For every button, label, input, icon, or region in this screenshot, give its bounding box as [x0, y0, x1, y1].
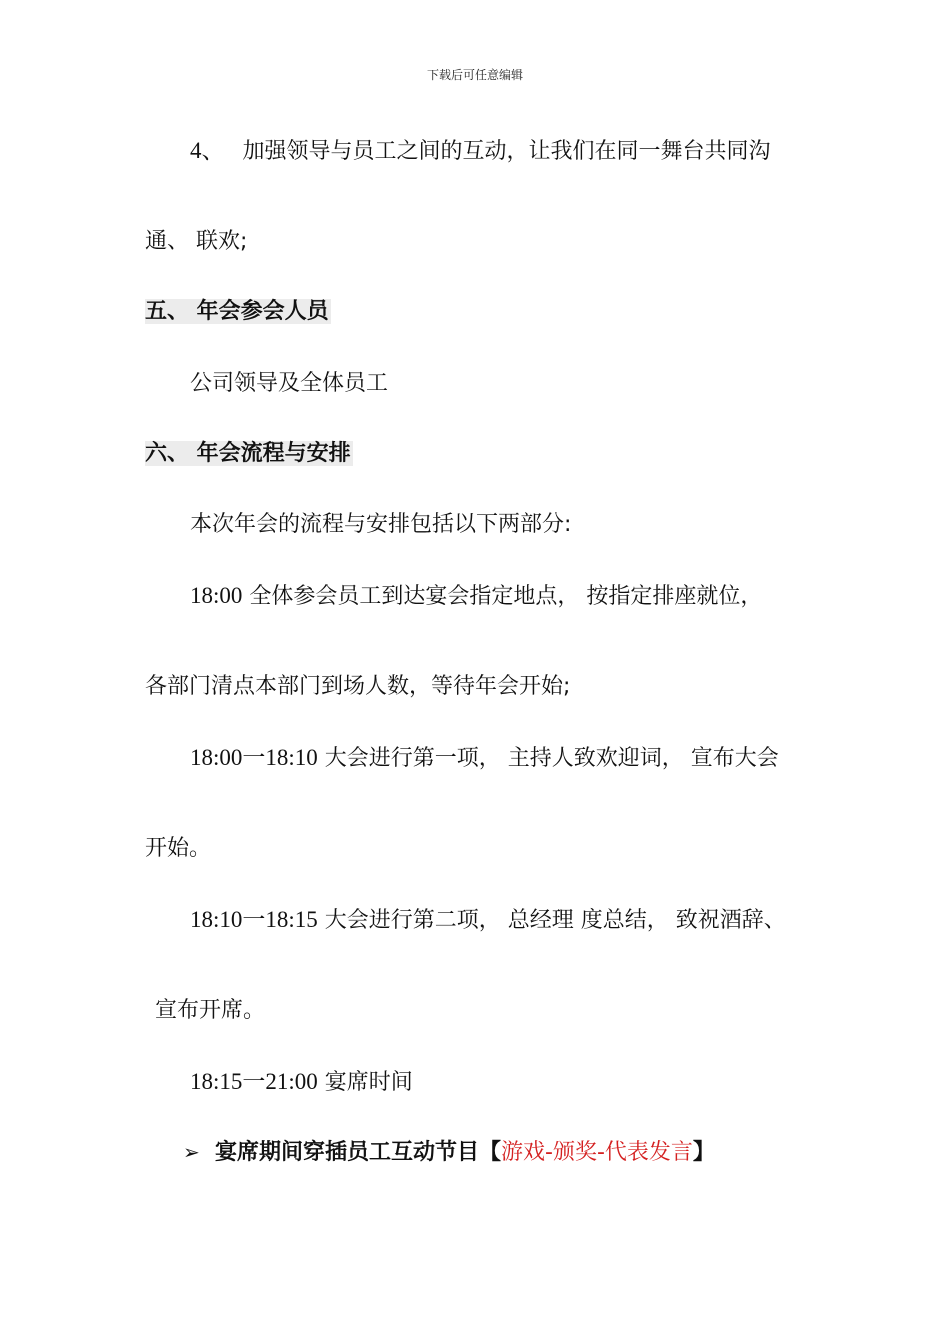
schedule-time: 18:15一21:00	[190, 1069, 318, 1094]
schedule-text: 大会进行第二项， 总经理 度总结， 致祝酒辞、	[324, 908, 786, 933]
paragraph-item-4	[190, 136, 771, 167]
heading-text: 六、 年会流程与安排	[145, 441, 351, 466]
item-number: 4、	[190, 138, 225, 163]
bullet-text: 宴席期间穿插员工互动节目	[215, 1140, 480, 1165]
arrow-bullet-icon: ➢	[183, 1140, 200, 1164]
bullet-item	[183, 1137, 715, 1168]
paragraph-attendees: 公司领导及全体员工	[190, 371, 389, 396]
schedule-time: 18:00一18:10	[190, 745, 318, 770]
bracket-close: 】	[692, 1140, 715, 1165]
item-text: 加强领导与员工之间的互动，让我们在同一舞台共同沟	[242, 139, 771, 164]
schedule-item-3-continued: 宣布开席。	[155, 998, 266, 1023]
schedule-item-2-continued: 开始。	[145, 836, 212, 861]
schedule-time: 18:00	[190, 583, 243, 608]
page-header: 下载后可任意编辑	[426, 68, 523, 82]
bracket-open: 【	[479, 1140, 502, 1165]
schedule-item-1	[190, 581, 762, 612]
schedule-text: 大会进行第一项， 主持人致欢迎词， 宣布大会	[324, 746, 779, 771]
schedule-time: 18:10一18:15	[190, 907, 318, 932]
schedule-item-2	[190, 743, 779, 774]
schedule-text: 全体参会员工到达宴会指定地点， 按指定排座就位，	[249, 584, 763, 609]
heading-text: 五、 年会参会人员	[145, 299, 329, 324]
paragraph-item-4-continued: 通、 联欢;	[145, 229, 248, 254]
schedule-text: 宴席时间	[324, 1070, 413, 1095]
paragraph-intro: 本次年会的流程与安排包括以下两部分:	[190, 512, 572, 537]
schedule-item-4	[190, 1067, 413, 1098]
schedule-item-3	[190, 905, 786, 936]
bullet-highlight: 游戏-颁奖-代表发言	[501, 1140, 693, 1165]
schedule-item-1-continued: 各部门清点本部门到场人数，等待年会开始;	[145, 674, 571, 699]
section-heading-5	[145, 297, 331, 327]
section-heading-6	[145, 439, 353, 469]
